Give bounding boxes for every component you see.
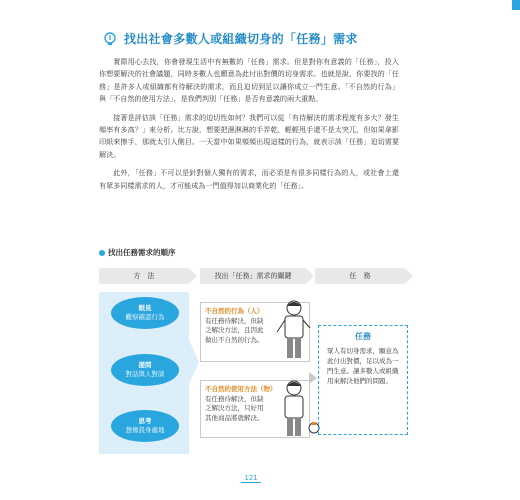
lightbulb-icon (102, 31, 118, 47)
method-sub: 對話與人對談 (125, 370, 165, 378)
result-text: 眾人有切身需求，願意為此付出對價，足以成為一門生意。讓多數人或組織用來解決他們的問題。 (327, 347, 399, 385)
method-head: 思考 (138, 417, 152, 425)
key-text: 有任務待解決，但缺乏解決方法，只好用其他商品將就解決。 (205, 394, 264, 422)
section-label (99, 247, 176, 258)
flow-arrow-icon (189, 340, 199, 384)
method-panel (99, 292, 189, 454)
body-text (99, 56, 399, 198)
paragraph-3: 此外，「任務」不可以是針對個人獨有的需求，而必須是有很多同樣行為的人，或社會上還有眾多同樣需求的人，才可能成為一門值得加以商業化的「任務」。 (99, 168, 399, 190)
title-row (102, 30, 358, 47)
method-sub: 想像設身處地 (125, 426, 165, 434)
result-arrow-icon (309, 372, 317, 384)
method-sub: 觀察確認行為 (125, 313, 165, 321)
person-with-item-illustration (276, 378, 322, 440)
page-title: 找出社會多數人或組織切身的「任務」需求 (124, 32, 358, 46)
paragraph-2: 接著是評估該「任務」需求的迫切性如何？我們可以從「有待解決的需求程度有多大？發生頻率有多高？」來分析。比方說，想要把濕淋淋的手弄乾，輕輕甩手還不是太突兀，但如果拿影印紙來擦手，那就太引人側目。一天當中如果頻頻出現這樣的行為，就表示該「任務」迫切需要解決。 (99, 112, 399, 159)
header-task: 任 務 (315, 268, 405, 284)
method-oval-ask (111, 354, 179, 386)
result-box (318, 325, 408, 435)
bullet-dot-icon (99, 250, 105, 256)
paragraph-1: 實際用心去找，你會發現生活中有無數的「任務」需求。但是對你有意義的「任務」，投入你想要解決的社會議題，同時多數人也願意為此付出對價的切身需求。也就是說，你要找的「任務」是許多人或組織都有待解決的需求，而且迫切到足以讓你成立一門生意。「不自然的行為」與「不自然的使用方法」，是我們判別「任務」是否有意義的兩大重點。 (99, 57, 399, 104)
result-head: 任務 (355, 332, 371, 341)
header-method: 方 法 (99, 268, 189, 284)
method-head: 眼見 (138, 304, 152, 312)
key-text: 有任務待解決，但缺乏解決方法，且因此做出不自然的行為。 (205, 316, 264, 344)
key-head: 不自然的使用方法（物） (205, 385, 277, 393)
method-head: 提問 (138, 361, 152, 369)
person-illustration (272, 298, 316, 362)
key-head: 不自然的行為（人） (205, 307, 264, 315)
method-oval-see (111, 297, 179, 329)
method-oval-think (111, 410, 179, 442)
page-number: 121 (241, 474, 261, 483)
section-label-text: 找出任務需求的順序 (108, 248, 176, 257)
page-corner-tab (512, 0, 520, 10)
header-key: 找出「任務」需求的關鍵 (200, 268, 306, 284)
